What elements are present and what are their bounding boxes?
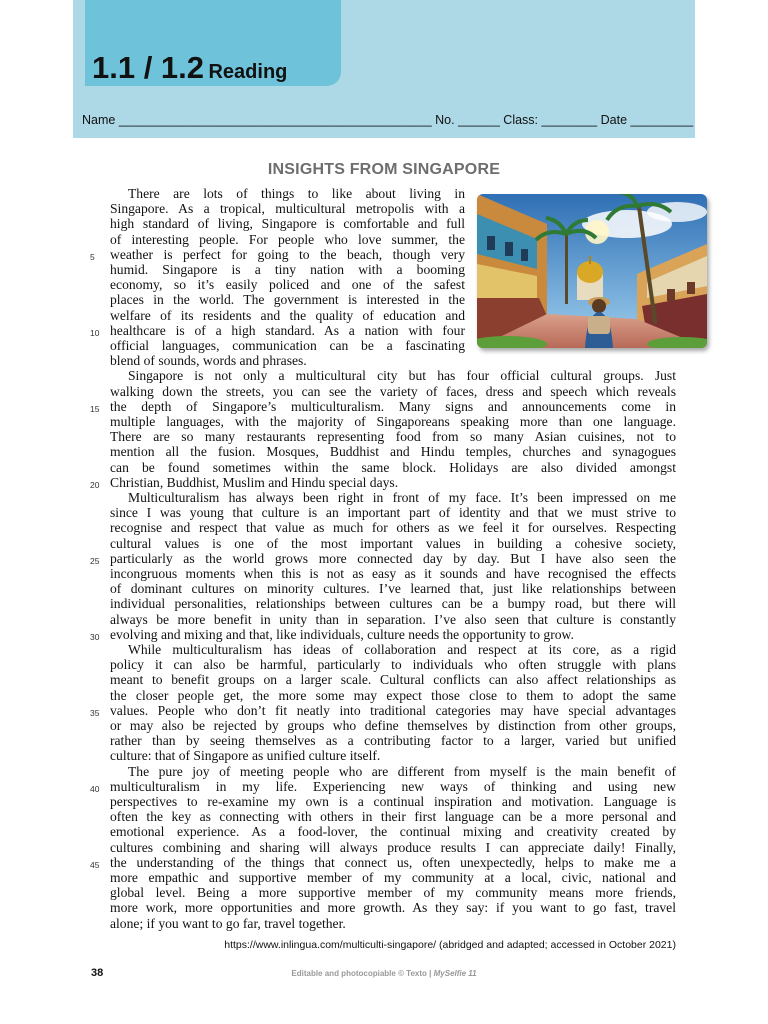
text-line: weather is perfect for going to the beach, though very: [110, 246, 465, 262]
line-number-15: 15: [90, 404, 100, 414]
line-number-5: 5: [90, 252, 95, 262]
line-number-25: 25: [90, 556, 100, 566]
date-label: Date: [600, 113, 628, 127]
name-field[interactable]: _____________________________________________: [118, 113, 432, 127]
text-line: While multiculturalism has ideas of collaboration and respect at its core, as a rigid: [128, 642, 676, 657]
text-line: always be more benefit in unity than in separation. I’ve also seen that culture is constantly: [110, 611, 676, 627]
text-line: walking down the streets, you can see the variety of faces, dress and speech which reveals: [110, 383, 676, 399]
text-line: of interesting people. For people who love summer, the: [110, 231, 465, 247]
line-number-10: 10: [90, 328, 100, 338]
text-line: mention all the fusion. Mosques, Buddhist and Hindu temples, churches and synagogues: [110, 444, 676, 460]
date-field[interactable]: _________: [630, 113, 694, 127]
text-line: or may also be rejected by groups who define themselves by distinction from other groups,: [110, 718, 676, 733]
text-line: emotional experience. As a food-lover, the continual mixing and creativity created by: [110, 824, 676, 840]
text-line: There are lots of things to like about living in: [128, 186, 465, 201]
text-line: Singapore is not only a multicultural city but has four official cultural groups. Just: [128, 368, 676, 384]
text-line: culture: that of Singapore as unified culture itself.: [110, 748, 381, 764]
text-line: multiple languages, with the majority of Singaporeans speaking more than one language.: [110, 414, 676, 429]
line-number-30: 30: [90, 632, 100, 642]
section-number: 1.1 / 1.2: [92, 50, 205, 85]
copyright-text: Editable and photocopiable © Texto |: [291, 969, 432, 978]
class-label: Class:: [503, 113, 539, 127]
student-info-line: [82, 113, 693, 127]
text-line: the depth of Singapore’s multiculturalism. Many signs and announcements come in: [110, 398, 676, 414]
class-field[interactable]: ________: [541, 113, 598, 127]
text-line: perspectives to re-examine my own is a continual inspiration and motivation. Language is: [110, 794, 676, 809]
text-line: incongruous moments when this is not as easy as it sounds and have recognised the effects: [110, 566, 676, 581]
text-line: values. People who don’t fit neatly into traditional categories may have special advantages: [110, 702, 676, 718]
line-number-40: 40: [90, 784, 100, 794]
text-line: global level. Being a more supportive member of my community means more friends,: [110, 885, 676, 901]
text-line: cultural values is one of the most important values in building a cohesive society,: [110, 535, 676, 551]
text-line: alone; if you want to go far, travel together.: [110, 915, 346, 931]
text-line: cultures combining and sharing will always produce results I can appreciate daily! Finally,: [110, 839, 676, 855]
text-line: high standard of living, Singapore is comfortable and full: [110, 216, 465, 232]
text-line: welfare of its residents and the quality of education and: [110, 307, 465, 323]
text-line: can be found sometimes within the same block. Holidays are also divided amongst: [110, 459, 676, 475]
text-line: policy it can also be harmful, particularly to individuals who often struggle with plans: [110, 657, 676, 673]
text-line: the closer people get, the more some may expect those close to them to adopt the same: [110, 687, 676, 703]
text-line: meant to benefit groups on a larger scale. Cultural conflicts can also affect relationships as: [110, 672, 676, 688]
text-line: evolving and mixing and that, like individuals, culture needs the opportunity to grow.: [110, 626, 574, 642]
text-line: Singapore. As a tropical, multicultural metropolis with a: [110, 201, 465, 217]
number-field[interactable]: ______: [458, 113, 500, 127]
text-line: individual personalities, relationships between cultures can be a bumpy road, but there will: [110, 596, 676, 612]
line-number-35: 35: [90, 708, 100, 718]
text-line: more work, more opportunities and more growth. As they say: if you want to go fast, travel: [110, 900, 676, 916]
text-line: humid. Singapore is a tiny nation with a booming: [110, 262, 465, 277]
number-label: No.: [435, 113, 455, 127]
section-title: Reading: [208, 61, 288, 83]
name-label: Name: [82, 113, 116, 127]
text-line: Multiculturalism has always been right in front of my face. It’s been impressed on me: [128, 490, 676, 505]
text-line: official languages, communication can be a fascinating: [110, 338, 465, 353]
singapore-street-photo: [477, 194, 707, 348]
text-line: of dominant cultures on minority cultures. I’ve learned that, just like relationships between: [110, 581, 676, 597]
article-title: INSIGHTS FROM SINGAPORE: [267, 161, 501, 178]
line-number-45: 45: [90, 860, 100, 870]
text-line: recognise and respect that value as much for others as we feel it for ourselves. Respecting: [110, 520, 676, 536]
text-line: There are so many restaurants representing food from so many Asian cuisines, not to: [110, 429, 676, 445]
text-line: more empathic and supportive member of my community at a local, civic, national and: [110, 870, 676, 885]
text-line: Christian, Buddhist, Muslim and Hindu special days.: [110, 474, 399, 490]
text-line: particularly as the world grows more connected day by day. But I have also seen the: [110, 550, 676, 566]
text-line: the understanding of the things that connect us, often unexpectedly, helps to make me a: [110, 854, 676, 870]
text-line: economy, so it’s easily policed and one of the safest: [110, 277, 465, 293]
section-heading: [92, 50, 287, 86]
text-line: often the key as connecting with others in their first language can be a more personal and: [110, 809, 676, 825]
text-line: places in the world. The government is interested in the: [110, 292, 465, 308]
text-line: The pure joy of meeting people who are different from myself is the main benefit of: [128, 763, 676, 779]
book-title: MySelfie 11: [433, 969, 477, 978]
page-number: 38: [91, 967, 104, 979]
text-line: healthcare is of a high standard. As a nation with four: [110, 322, 465, 338]
text-line: rather than by seeing themselves as a contributing factor to a larger, varied but unified: [110, 733, 676, 749]
line-number-20: 20: [90, 480, 100, 490]
footer-copyright: [0, 969, 768, 978]
text-line: multiculturalism in my life. Experiencing new ways of thinking and using new: [110, 778, 676, 794]
text-line: since I was young that culture is an important part of identity and that we must strive to: [110, 505, 676, 521]
source-citation: https://www.inlingua.com/multiculti-singapore/ (abridged and adapted; accessed in October 2021): [224, 939, 676, 951]
text-line: blend of sounds, words and phrases.: [110, 353, 307, 369]
